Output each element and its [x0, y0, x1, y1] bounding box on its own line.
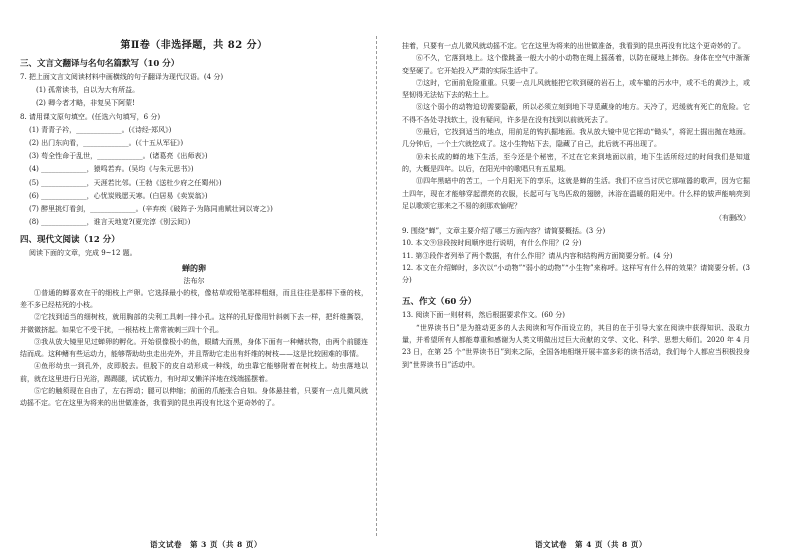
page-footer-left: 语文试卷 第 3 页（共 8 页）: [150, 540, 262, 549]
question-8-item: (2) 出门东向看，_____________。(《十五从军征》): [29, 139, 184, 148]
page-divider: [376, 36, 377, 536]
question-13: 13. 阅读下面一则材料，然后根据要求作文。(60 分): [402, 310, 565, 319]
article-paragraph: ⑩未长成的蝉的地下生活，至今还是个秘密，不过在它来到地面以前，地下生活所经过的时间我们是知道的，大概是四年。以后，在阳光中的歌唱只有五星期。: [402, 152, 750, 173]
question-7-item-1: (1) 孤常读书，自以为大有所益。: [36, 86, 140, 95]
article-paragraph: ⑪四年黑暗中的苦工，一个月阳光下的享乐，这就是蝉的生活。我们不应当讨厌它那喧嚣的歌声，因为它掘土四年，现在才能够穿起漂亮的衣服，长起可与飞鸟匹敌的翅膀，沐浴在温暖的阳光中。什么样的钹声能响亮到足以歌颂它那来之不易的刹那欢愉呢？: [402, 177, 750, 210]
article-paragraph: ③我从放大镜里见过蝉卵的孵化。开始很像极小的鱼，眼睛大而黑，身体下面有一种鳍状物，由两个前腿连结而成。这种鳍有些运动力，能够帮助幼虫走出壳外，并且帮助它走出有纤维的树枝——这是比较困难的事情。: [20, 337, 368, 359]
section-5-title: 五、作文（60 分）: [402, 296, 477, 307]
question-8-item: (3) 苟全性命于乱世，_____________。(诸葛亮《出师表》): [29, 152, 208, 161]
section-4-title: 四、现代文阅读（12 分）: [20, 235, 120, 246]
article-paragraph: ②它找到适当的细树枝，就用胸部的尖利工具刺一排小孔。这样的孔好像用针斜刺下去一样，把纤维撕裂，并微微挤起。如果它不受干扰，一根枯枝上常常被刺三四十个孔。: [20, 313, 368, 334]
right-page: [402, 40, 750, 371]
question-10: 10. 本文⑨⑩段按时间顺序进行说明，有什么作用？(2 分): [402, 239, 582, 248]
question-8-item: (1) 青青子衿，_____________。(《诗经·郑风》): [29, 125, 172, 134]
essay-material: “世界读书日”是为推动更多的人去阅读和写作而设立的，其目的在于引导大家在阅读中获得知识、汲取力量，并希望所有人都能尊重和感谢为人类文明做出过巨大贡献的文学、文化、科学、思想大师们。2020 年 4 月 23 日，在第 25 个“世界读书日”到来之际，全国各地相继开展丰富多彩的读书活动，我们每个人都应当积极投身到“世界读书日”活动中。: [402, 323, 750, 369]
reading-intro: 阅读下面的文章，完成 9~12 题。: [29, 249, 137, 258]
article-paragraph: ⑨最后，它找到适当的地点，用前足的钩扒掘地面。我从放大镜中见它挥动“锄头”，将泥土掘出抛在地面。几分钟后，一个土穴就挖成了。这小生物钻下去，隐藏了自己，此后就不再出现了。: [402, 128, 750, 149]
article-paragraph: ⑧这个弱小的动物迫切需要隐蔽，所以必须立刻到地下寻觅藏身的地方。天冷了，迟缓就有死亡的危险。它不得不各处寻找软土，没有疑问，许多是在没有找到以前就死去了。: [402, 103, 750, 124]
volume-title: 第Ⅱ卷（非选择题，共 82 分）: [120, 40, 268, 51]
article-paragraph: ⑤它的触须现在自由了，左右挥动；腿可以伸缩；前面的爪能张合自如。身体悬挂着，只要有一点儿微风就动摇不定。它在这里为将来的出世做准备，我看到的昆虫再没有比这个更奇妙的了。: [20, 387, 368, 408]
page-footer-right: 语文试卷 第 4 页（共 8 页）: [535, 540, 647, 549]
question-8-item: (6) _____________，心忧炭贱愿天寒。(白居易《卖炭翁》): [29, 191, 208, 200]
article-paragraph-continued: 挂着，只要有一点儿微风就动摇不定。它在这里为将来的出世做准备，我看到的昆虫再没有比这个更奇妙的了。: [402, 42, 745, 50]
question-8-item: (4) _____________，猿鸣若弃。(吴均《与朱元思书》): [29, 165, 194, 174]
article-paragraph: ⑦这时，它面前危险重重。只要一点儿风就能把它吹到硬的岩石上，或车辙的污水中，或不毛的黄沙上，或坚韧得无法钻下去的粘土上。: [402, 78, 750, 100]
section-3-title: 三、文言文翻译与名句名篇默写（10 分）: [20, 59, 180, 69]
question-7: 7. 把上面文言文阅读材料中画横线的句子翻译为现代汉语。(4 分): [20, 73, 224, 81]
question-11: 11. 第③段作者列举了两个数据，有什么作用？请从内容和结构两方面简要分析。(4 分): [402, 251, 673, 260]
article-author: 法布尔: [183, 276, 205, 285]
question-8-item: (7) 醉里挑灯看剑，_____________。(辛弃疾《破阵子·为陈同甫赋壮词以寄之》): [29, 205, 273, 214]
article-paragraph: ⑥不久，它落到地上。这个像跳蚤一般大小的小动物在绳上摇荡着，以防在硬地上摔伤。身体在空气中渐渐变坚硬了。它开始投入严肃的实际生活中了。: [402, 54, 750, 75]
article-paragraph: ④鱼形幼虫一到孔外，皮即脱去。但脱下的皮自动形成一种线，幼虫靠它能够附着在树枝上。幼虫落地以前，就在这里进行日光浴，踢踢腿，试试筋力，有时却又懒洋洋地在线端摇摆着。: [20, 362, 368, 383]
question-7-item-2: (2) 卿今者才略，非复吴下阿蒙!: [36, 99, 135, 108]
article-paragraph: ①普通的蝉喜欢在干的细枝上产卵。它选择最小的枝，像枯草或铅笔那样粗细，而且往往是那样下垂的枝，差不多已经枯死的小枝。: [20, 288, 368, 309]
article-source-note: （有删改）: [715, 214, 750, 223]
left-page: [20, 36, 368, 409]
question-12: 12. 本文在介绍蝉时，多次以“小动物”“弱小的动物”“小生物”来称呼。这样写有什么样的效果？请简要分析。(3 分): [402, 264, 750, 285]
article-title: 蝉的卵: [182, 262, 206, 273]
question-8-item: (5) _____________，天涯若比邻。(王勃《送杜少府之任蜀州》): [29, 178, 222, 187]
question-9: 9. 围绕“蝉”，文章主要介绍了哪三方面内容？请简要概括。(3 分): [402, 227, 606, 236]
question-8-item: (8) _____________，谁言天地宽?(夏完淳《别云间》): [29, 218, 191, 227]
question-8: 8. 请用课文原句填空。(任选六句填写，6 分): [20, 112, 161, 121]
